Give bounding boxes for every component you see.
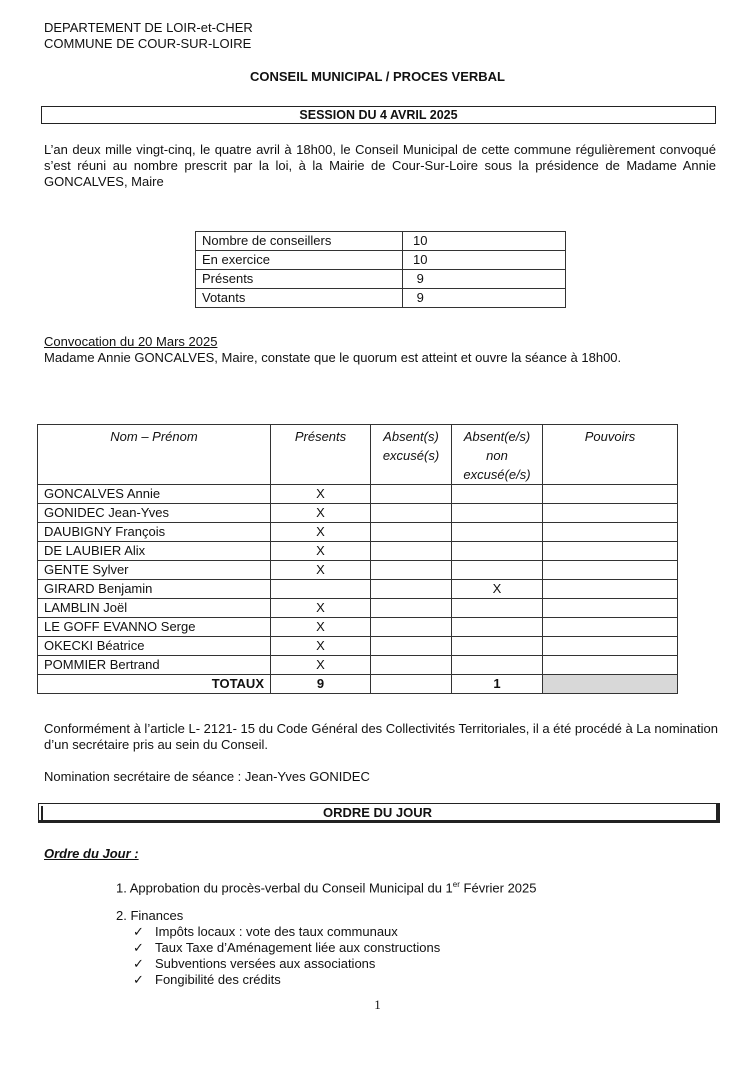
quorum-paragraph: Madame Annie GONCALVES, Maire, constate que le quorum est atteint et ouvre la séance à 18h00. [44,350,622,365]
article-paragraph: Conformément à l’article L- 2121- 15 du Code Général des Collectivités Territoriales, il a été procédé à La nomination d’un secrétaire pris au sein du Conseil. [44,721,718,752]
finance-subitem [133,924,398,940]
totals-excused [371,675,452,694]
totals-present: 9 [271,675,371,694]
agenda-banner: ORDRE DU JOUR [38,803,720,823]
finance-subitem [133,940,440,956]
secretary-nomination: Nomination secrétaire de séance : Jean-Yves GONIDEC [44,769,370,784]
proxy-mark [543,637,678,656]
counts-label: En exercice [196,251,403,270]
counts-value: 9 [403,270,566,289]
member-name: GONCALVES Annie [38,485,271,504]
member-name: GENTE Sylver [38,561,271,580]
excused-mark [371,656,452,675]
proxy-mark [543,523,678,542]
proxy-mark [543,504,678,523]
unexcused-mark [452,542,543,561]
finance-subitem-text: Taux Taxe d’Aménagement liée aux constructions [155,940,441,955]
member-name: OKECKI Béatrice [38,637,271,656]
table-row [38,637,678,656]
col-header-excuse: Absent(s) excusé(s) [371,425,452,485]
present-mark: X [271,504,371,523]
counts-row [196,289,566,308]
table-row [38,618,678,637]
present-mark: X [271,618,371,637]
attendance-header-row [38,425,678,485]
member-name: LE GOFF EVANNO Serge [38,618,271,637]
excused-mark [371,618,452,637]
proxy-mark [543,561,678,580]
col-header-present: Présents [271,425,371,485]
agenda-item-text: Approbation du procès-verbal du Conseil Municipal du 1 [129,880,453,896]
agenda-item-superscript: er [452,880,460,889]
finance-subitem-text: Fongibilité des crédits [155,972,281,987]
proxy-mark [543,599,678,618]
excused-mark [371,599,452,618]
commune-name: COMMUNE DE COUR-SUR-LOIRE [44,36,252,51]
present-mark: X [271,599,371,618]
intro-paragraph: L’an deux mille vingt-cinq, le quatre avril à 18h00, le Conseil Municipal de cette commune régulièrement convoqué s’est réuni au nombre prescrit par la loi, à la Mairie de Cour-Sur-Loire sous la présidence de Madame Annie GONCALVES, Maire [44,142,716,189]
col-header-non-excuse: Absent(e/s) non excusé(e/s) [452,425,543,485]
counts-table [195,231,566,308]
counts-row [196,251,566,270]
totals-label: TOTAUX [38,675,271,694]
member-name: LAMBLIN Joël [38,599,271,618]
table-row [38,561,678,580]
agenda-item-1 [116,877,537,896]
excused-mark [371,523,452,542]
present-mark: X [271,637,371,656]
member-name: GIRARD Benjamin [38,580,271,599]
proxy-mark [543,580,678,599]
present-mark: X [271,656,371,675]
unexcused-mark [452,504,543,523]
totals-unexcused: 1 [452,675,543,694]
unexcused-mark [452,561,543,580]
unexcused-mark [452,656,543,675]
table-row [38,504,678,523]
proxy-mark [543,542,678,561]
agenda-item-number: 2. [116,908,127,923]
counts-row [196,232,566,251]
table-row [38,656,678,675]
agenda-item-text: Finances [130,908,184,923]
unexcused-mark [452,599,543,618]
counts-value: 10 [403,232,566,251]
counts-label: Votants [196,289,403,308]
table-row [38,542,678,561]
proxy-mark [543,618,678,637]
convocation-date: Convocation du 20 Mars 2025 [44,334,218,349]
finance-subitem-text: Subventions versées aux associations [155,956,376,971]
present-mark: X [271,523,371,542]
member-name: POMMIER Bertrand [38,656,271,675]
member-name: DE LAUBIER Alix [38,542,271,561]
page-number: 1 [374,997,381,1012]
table-row [38,485,678,504]
excused-mark [371,637,452,656]
present-mark: X [271,561,371,580]
session-banner: SESSION DU 4 AVRIL 2025 [41,106,716,124]
unexcused-mark [452,485,543,504]
proxy-mark [543,485,678,504]
table-row [38,523,678,542]
agenda-item-2 [116,908,183,924]
agenda-item-number: 1. [116,880,127,896]
unexcused-mark: X [452,580,543,599]
totals-proxy [543,675,678,694]
checkmark-icon: ✓ [133,972,144,987]
unexcused-mark [452,523,543,542]
table-row [38,599,678,618]
unexcused-mark [452,618,543,637]
finance-subitem [133,972,281,988]
department-name: DEPARTEMENT DE LOIR-et-CHER [44,20,253,35]
counts-label: Présents [196,270,403,289]
present-mark: X [271,485,371,504]
checkmark-icon: ✓ [133,956,144,971]
present-mark: X [271,542,371,561]
finance-subitem-text: Impôts locaux : vote des taux communaux [155,924,398,939]
excused-mark [371,485,452,504]
agenda-heading: Ordre du Jour : [44,846,139,861]
excused-mark [371,542,452,561]
table-row [38,580,678,599]
counts-value: 9 [403,289,566,308]
counts-row [196,270,566,289]
proxy-mark [543,656,678,675]
excused-mark [371,504,452,523]
attendance-table [37,424,678,694]
unexcused-mark [452,637,543,656]
col-header-pouvoirs: Pouvoirs [543,425,678,485]
finance-subitem [133,956,375,972]
counts-value: 10 [403,251,566,270]
member-name: DAUBIGNY François [38,523,271,542]
agenda-item-text-after: Février 2025 [459,880,537,896]
counts-label: Nombre de conseillers [196,232,403,251]
checkmark-icon: ✓ [133,924,144,939]
document-title: CONSEIL MUNICIPAL / PROCES VERBAL [250,69,505,84]
excused-mark [371,561,452,580]
col-header-name: Nom – Prénom [38,425,271,485]
present-mark [271,580,371,599]
member-name: GONIDEC Jean-Yves [38,504,271,523]
excused-mark [371,580,452,599]
totals-row [38,675,678,694]
checkmark-icon: ✓ [133,940,144,955]
